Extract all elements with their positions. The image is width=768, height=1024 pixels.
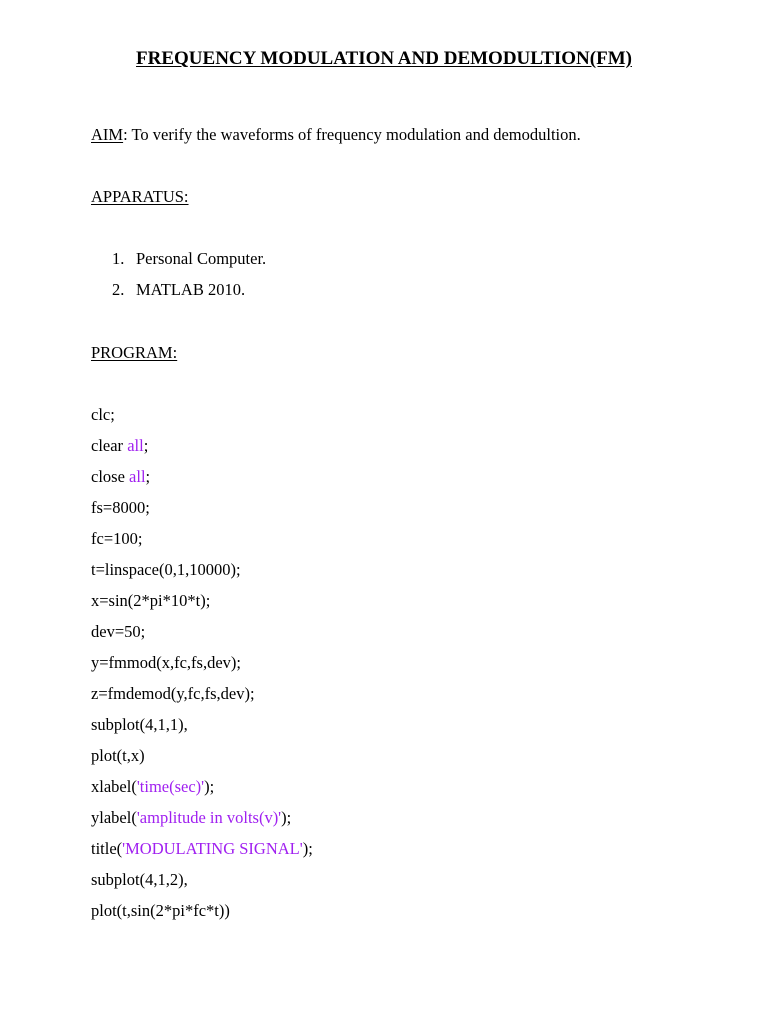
code-text: ylabel( xyxy=(91,808,137,827)
code-text: z=fmdemod(y,fc,fs,dev); xyxy=(91,684,255,703)
code-line xyxy=(91,560,241,580)
code-text: plot(t,x) xyxy=(91,746,145,765)
apparatus-heading: APPARATUS: xyxy=(91,187,189,206)
code-text: title( xyxy=(91,839,123,858)
code-line xyxy=(91,622,145,642)
code-text: clear xyxy=(91,436,128,455)
code-line xyxy=(91,839,313,859)
code-line xyxy=(91,653,241,673)
code-keyword: 'amplitude in volts(v)' xyxy=(136,808,282,827)
document-title: FREQUENCY MODULATION AND DEMODULTION(FM) xyxy=(136,48,632,69)
code-line xyxy=(91,591,210,611)
code-line xyxy=(91,870,188,890)
code-text: y=fmmod(x,fc,fs,dev); xyxy=(91,653,241,672)
list-number: 1. xyxy=(112,249,125,268)
code-line xyxy=(91,746,145,766)
code-text: x=sin(2*pi*10*t); xyxy=(91,591,211,610)
list-text: MATLAB 2010. xyxy=(136,280,246,299)
code-text: t=linspace(0,1,10000); xyxy=(91,560,241,579)
code-line xyxy=(91,715,188,735)
code-text: ; xyxy=(143,436,149,455)
apparatus-item-2 xyxy=(112,280,245,300)
code-text: fc=100; xyxy=(91,529,143,548)
aim-line xyxy=(91,125,581,145)
code-keyword: all xyxy=(129,467,146,486)
code-text: xlabel( xyxy=(91,777,137,796)
code-text: clc; xyxy=(91,405,115,424)
apparatus-item-1 xyxy=(112,249,266,269)
code-line xyxy=(91,777,214,797)
program-heading: PROGRAM: xyxy=(91,343,178,362)
code-text: ); xyxy=(302,839,313,858)
code-line xyxy=(91,436,148,456)
aim-label: AIM xyxy=(91,125,124,144)
list-text: Personal Computer. xyxy=(136,249,267,268)
code-line xyxy=(91,901,230,921)
aim-text: : To verify the waveforms of frequency modulation and demodultion. xyxy=(123,125,581,144)
code-text: ); xyxy=(281,808,292,827)
code-text: plot(t,sin(2*pi*fc*t)) xyxy=(91,901,230,920)
code-text: close xyxy=(91,467,130,486)
code-line xyxy=(91,467,150,487)
code-text: dev=50; xyxy=(91,622,146,641)
code-text: ; xyxy=(145,467,151,486)
code-line xyxy=(91,808,291,828)
code-line xyxy=(91,405,115,425)
code-keyword: 'time(sec)' xyxy=(136,777,205,796)
code-keyword: all xyxy=(127,436,144,455)
list-number: 2. xyxy=(112,280,125,299)
code-text: subplot(4,1,2), xyxy=(91,870,188,889)
code-keyword: 'MODULATING SIGNAL' xyxy=(122,839,303,858)
code-line xyxy=(91,498,150,518)
code-text: subplot(4,1,1), xyxy=(91,715,188,734)
code-text: fs=8000; xyxy=(91,498,150,517)
code-line xyxy=(91,684,255,704)
code-line xyxy=(91,529,142,549)
code-text: ); xyxy=(204,777,215,796)
